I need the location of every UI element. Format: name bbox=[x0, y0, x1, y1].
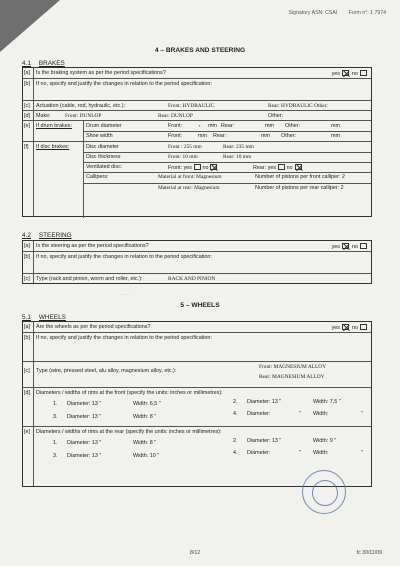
disc-thickness-label: Disc thickness bbox=[86, 154, 121, 160]
rim-number: 1. bbox=[53, 440, 58, 446]
brakes-row-d bbox=[23, 111, 371, 121]
rim-width: Width: 7,5 " bbox=[313, 399, 341, 405]
no-label: no bbox=[286, 165, 293, 171]
question-text: If no, specify and justify the changes in relation to the period specification: bbox=[36, 81, 212, 87]
unit-label: mm bbox=[265, 123, 274, 129]
question-text: If no, specify and justify the changes in relation to the period specification: bbox=[36, 254, 212, 260]
rim-number: 3. bbox=[53, 414, 58, 420]
row-index: [c] bbox=[24, 103, 30, 109]
rim-number: 3. bbox=[53, 453, 58, 459]
page-number: 8/12 bbox=[190, 550, 201, 556]
subsection-number: 5.1 bbox=[22, 314, 31, 321]
yes-checkbox[interactable] bbox=[278, 164, 285, 170]
official-stamp bbox=[302, 470, 346, 514]
rim-diameter: Diameter: 13 " bbox=[67, 401, 102, 407]
question-text: If no, specify and justify the changes in relation to the period specification: bbox=[36, 335, 212, 341]
callipers-label: Callipers: bbox=[86, 174, 109, 180]
wheel-type-front: Front: MAGNESIUM ALLOY bbox=[259, 364, 327, 370]
no-checkbox[interactable] bbox=[295, 164, 302, 170]
no-label: no bbox=[352, 244, 358, 250]
subsection-number: 4.1 bbox=[22, 60, 31, 67]
rim-number: 4. bbox=[233, 411, 238, 417]
calliper-pistons-front: Number of pistons per front calliper: 2 bbox=[255, 174, 345, 180]
rim-diameter: Diameter: 13 " bbox=[247, 438, 282, 444]
row-index: [a] bbox=[24, 243, 30, 249]
wheel-type-rear: Rear: MAGNESIUM ALLOY bbox=[259, 374, 325, 380]
brakes-row-c bbox=[23, 101, 371, 111]
make-label: Make: bbox=[36, 113, 51, 119]
rim-diameter: Diameter: 13 " bbox=[67, 414, 102, 420]
subsection-steering-title bbox=[22, 232, 72, 239]
calliper-material-rear: Material at rear: Magnesium bbox=[158, 185, 220, 191]
rim-number: 4. bbox=[233, 450, 238, 456]
row-index: [a] bbox=[24, 70, 30, 76]
form-number: Form n°: 1 7974 bbox=[348, 10, 386, 16]
rim-width: Width: 10 " bbox=[133, 453, 160, 459]
brakes-row-a bbox=[23, 68, 371, 79]
yes-label: yes bbox=[267, 165, 277, 171]
question-text: Is the braking system as per the period specifications? bbox=[36, 70, 166, 76]
wheels-row-d bbox=[23, 388, 371, 427]
row-index: [b] bbox=[24, 254, 30, 260]
rim-width: Width: bbox=[313, 411, 329, 417]
drum-front-label: Front: bbox=[168, 123, 183, 129]
question-text: Is the steering as per the period specifications? bbox=[36, 243, 149, 249]
rim-number: 2. bbox=[233, 438, 238, 444]
steering-row-c bbox=[23, 274, 371, 285]
unit-label: mm bbox=[198, 133, 207, 139]
drum-diameter-label: Drum diameter bbox=[86, 123, 122, 129]
yes-no-choice bbox=[332, 243, 367, 250]
shoe-other-label: Other: bbox=[281, 133, 296, 139]
actuation-rear: Rear: HYDRAULIC Other: bbox=[268, 103, 328, 109]
brakes-row-b bbox=[23, 79, 371, 101]
steering-row-a bbox=[23, 241, 371, 252]
section-4-title: 4 – BRAKES AND STEERING bbox=[154, 47, 246, 54]
rim-number: 2. bbox=[233, 399, 238, 405]
disc-thickness-rear: Rear: 10 mm bbox=[223, 154, 252, 160]
wheels-row-a bbox=[23, 322, 371, 333]
ventilated-front-choice bbox=[168, 164, 217, 171]
form-header bbox=[279, 10, 386, 16]
no-label: no bbox=[202, 165, 209, 171]
row-index: [c] bbox=[24, 368, 30, 374]
rim-diameter-unit: " bbox=[299, 450, 301, 456]
no-checkbox[interactable] bbox=[360, 324, 367, 330]
shoe-front-label: Front: bbox=[168, 133, 183, 139]
yes-label: yes bbox=[331, 71, 340, 77]
row-index: [e] bbox=[24, 429, 30, 435]
yes-label: yes bbox=[331, 325, 340, 331]
brakes-row-f bbox=[23, 142, 371, 218]
rim-diameter: Diameter: bbox=[247, 411, 271, 417]
rim-width-unit: " bbox=[361, 450, 363, 456]
signatory-label: Signatory ASN: CSAI bbox=[288, 10, 338, 16]
calliper-material-front: Material at front: Magnesium bbox=[158, 174, 222, 180]
rim-width: Width: 6,5 " bbox=[133, 401, 161, 407]
brakes-table bbox=[22, 67, 372, 217]
rim-width: Width: 9 " bbox=[313, 438, 337, 444]
rim-diameter: Diameter: 13 " bbox=[67, 453, 102, 459]
wheels-table bbox=[22, 321, 372, 487]
rim-number: 1. bbox=[53, 401, 58, 407]
row-index: [a] bbox=[24, 324, 30, 330]
yes-checkbox[interactable] bbox=[342, 70, 349, 76]
ventilated-disc-label: Ventilated disc: bbox=[86, 164, 123, 170]
subsection-label: WHEELS bbox=[38, 314, 66, 321]
sub-row-divider bbox=[83, 152, 371, 153]
calliper-pistons-rear: Number of pistons per rear calliper: 2 bbox=[255, 185, 344, 191]
wheel-type-label: Type (wire, pressed steel, alu alloy, magnesium alloy, etc.): bbox=[36, 368, 177, 374]
disc-thickness-front: Front: 10 mm bbox=[168, 154, 198, 160]
no-checkbox[interactable] bbox=[360, 70, 367, 76]
subsection-label: STEERING bbox=[38, 232, 72, 239]
rim-diameter-unit: " bbox=[299, 411, 301, 417]
section-5-title: 5 – WHEELS bbox=[180, 302, 220, 309]
wheels-row-c bbox=[23, 362, 371, 388]
sub-divider bbox=[83, 142, 84, 218]
row-index: [d] bbox=[24, 390, 30, 396]
yes-label: yes bbox=[183, 165, 192, 171]
subsection-brakes-title bbox=[22, 60, 65, 67]
disc-diameter-rear: Rear: 235 mm bbox=[223, 144, 254, 150]
steering-row-b bbox=[23, 252, 371, 274]
no-checkbox[interactable] bbox=[360, 243, 367, 249]
drum-brakes-label: If drum brakes: bbox=[36, 123, 72, 129]
shoe-rear-label: Rear: bbox=[213, 133, 227, 139]
row-index: [b] bbox=[24, 335, 30, 341]
question-text: Are the wheels as per the period specifications? bbox=[36, 324, 151, 330]
folded-corner bbox=[0, 0, 60, 52]
rear-label: Rear: bbox=[253, 165, 267, 171]
yes-no-choice bbox=[332, 324, 367, 331]
form-reference: fc 30/11/09 bbox=[356, 550, 382, 556]
brakes-row-e bbox=[23, 121, 371, 142]
rim-width: Width: 8 " bbox=[133, 440, 157, 446]
yes-checkbox[interactable] bbox=[194, 164, 201, 170]
drum-front-value: , bbox=[199, 122, 201, 128]
make-rear: Rear: DUNLOP bbox=[158, 113, 193, 119]
no-label: no bbox=[352, 71, 358, 77]
yes-label: yes bbox=[331, 244, 340, 250]
make-front: Front: DUNLOP bbox=[65, 113, 102, 119]
drum-other-label: Other: bbox=[285, 123, 300, 129]
drum-rear-label: Rear: bbox=[221, 123, 235, 129]
sub-row-divider bbox=[83, 172, 371, 173]
subsection-number: 4.2 bbox=[22, 232, 31, 239]
yes-no-choice bbox=[332, 70, 367, 77]
steering-table bbox=[22, 240, 372, 284]
unit-label: mm bbox=[331, 133, 340, 139]
yes-checkbox[interactable] bbox=[342, 243, 349, 249]
steering-type-label: Type (rack and pinion, worm and roller, etc.): bbox=[36, 276, 143, 282]
shoe-width-label: Shoe width bbox=[86, 133, 113, 139]
disc-diameter-front: Front : 255 mm bbox=[168, 144, 202, 150]
wheels-row-b bbox=[23, 333, 371, 362]
actuation-label: Actuation (cable, rod, hydraulic, etc.): bbox=[36, 103, 125, 109]
subsection-label: BRAKES bbox=[38, 60, 65, 67]
disc-brakes-label: If disc brakes: bbox=[36, 144, 70, 150]
no-checkbox[interactable] bbox=[210, 164, 217, 170]
faint-marks: ~ ~~ ~ bbox=[120, 292, 132, 297]
unit-label: mm bbox=[208, 123, 217, 129]
row-index: [f] bbox=[24, 144, 29, 150]
sub-row-divider bbox=[83, 131, 371, 132]
front-label: Front: bbox=[168, 165, 183, 171]
front-rims-label: Diameters / widths of rims at the front (specify the units: inches or millimetres): bbox=[36, 390, 223, 396]
rim-diameter: Diameter: 13 " bbox=[67, 440, 102, 446]
rim-diameter: Diameter: 13 " bbox=[247, 399, 282, 405]
disc-diameter-label: Disc diameter bbox=[86, 144, 119, 150]
ventilated-rear-choice bbox=[253, 164, 302, 171]
rim-diameter: Diameter: bbox=[247, 450, 271, 456]
rim-width-unit: " bbox=[361, 411, 363, 417]
row-index: [e] bbox=[24, 123, 30, 129]
subsection-wheels-title bbox=[22, 314, 66, 321]
sub-row-divider bbox=[83, 162, 371, 163]
unit-label: mm bbox=[331, 123, 340, 129]
row-index: [c] bbox=[24, 276, 30, 282]
rim-width: Width: bbox=[313, 450, 329, 456]
actuation-front: Front: HYDRAULIC bbox=[168, 103, 215, 109]
make-other: Other: bbox=[268, 113, 283, 119]
unit-label: mm bbox=[261, 133, 270, 139]
rear-rims-label: Diameters / widths of rims at the rear (specify the units: inches or millimetres): bbox=[36, 429, 222, 435]
yes-checkbox[interactable] bbox=[342, 324, 349, 330]
row-index: [d] bbox=[24, 113, 30, 119]
rim-width: Width: 8 " bbox=[133, 414, 157, 420]
steering-type-value: RACK AND PINION bbox=[168, 276, 216, 282]
row-index: [b] bbox=[24, 81, 30, 87]
no-label: no bbox=[352, 325, 358, 331]
sub-row-divider bbox=[83, 183, 371, 184]
